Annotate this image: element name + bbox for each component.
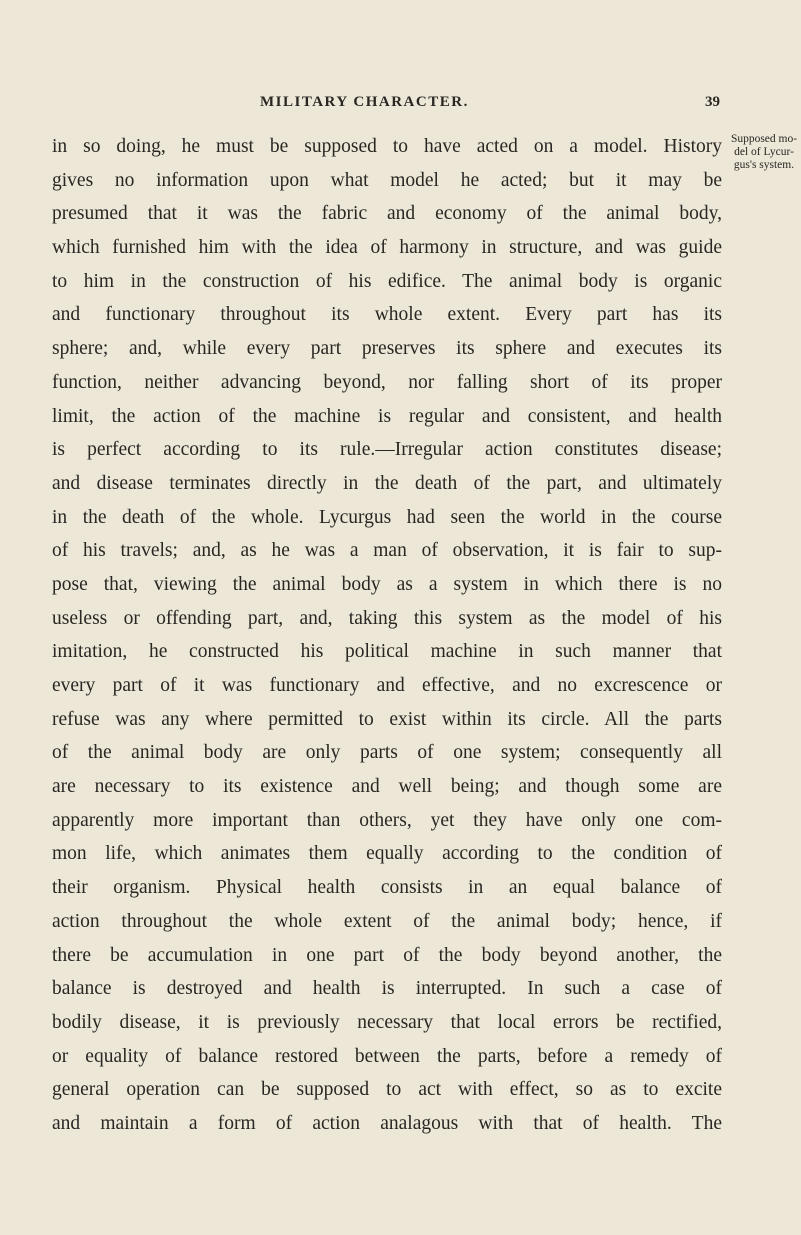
text-line: balance is destroyed and health is interrupted. In such a case of	[52, 978, 722, 1000]
text-line: are necessary to its existence and well being; and though some are	[52, 776, 722, 798]
body-text	[52, 130, 722, 1141]
text-line: which furnished him with the idea of harmony in structure, and was guide	[52, 237, 722, 259]
running-head	[190, 94, 720, 114]
text-line: to him in the construction of his edifice. The animal body is organic	[52, 270, 722, 292]
text-line: general operation can be supposed to act with effect, so as to excite	[52, 1079, 722, 1101]
text-line: there be accumulation in one part of the body beyond another, the	[52, 944, 722, 966]
margin-note	[730, 133, 798, 172]
text-line: presumed that it was the fabric and economy of the animal body,	[52, 203, 722, 225]
text-line: refuse was any where permitted to exist within its circle. All the parts	[52, 708, 722, 730]
margin-note-line: del of Lycur-	[734, 146, 794, 158]
text-line: of his travels; and, as he was a man of observation, it is fair to sup-	[52, 540, 722, 562]
text-line: and maintain a form of action analagous with that of health. The	[52, 1112, 722, 1134]
text-line: limit, the action of the machine is regular and consistent, and health	[52, 405, 722, 427]
text-line: their organism. Physical health consists in an equal balance of	[52, 877, 722, 899]
text-line: action throughout the whole extent of the animal body; hence, if	[52, 910, 722, 932]
page-number: 39	[705, 94, 720, 110]
text-line: useless or offending part, and, taking this system as the model of his	[52, 607, 722, 629]
text-line: mon life, which animates them equally according to the condition of	[52, 843, 722, 865]
text-line: gives no information upon what model he acted; but it may be	[52, 169, 722, 191]
running-title: MILITARY CHARACTER.	[260, 94, 469, 110]
text-line: apparently more important than others, yet they have only one com-	[52, 809, 722, 831]
text-line: of the animal body are only parts of one system; consequently all	[52, 742, 722, 764]
text-line: pose that, viewing the animal body as a system in which there is no	[52, 573, 722, 595]
text-line: function, neither advancing beyond, nor falling short of its proper	[52, 371, 722, 393]
text-line: sphere; and, while every part preserves its sphere and executes its	[52, 338, 722, 360]
text-line: and disease terminates directly in the death of the part, and ultimately	[52, 472, 722, 494]
text-line: bodily disease, it is previously necessary that local errors be rectified,	[52, 1011, 722, 1033]
margin-note-line: Supposed mo-	[730, 133, 798, 145]
text-line: in so doing, he must be supposed to have acted on a model. History	[52, 136, 722, 157]
text-line: and functionary throughout its whole extent. Every part has its	[52, 304, 722, 326]
text-line: every part of it was functionary and effective, and no excrescence or	[52, 675, 722, 696]
text-line: imitation, he constructed his political machine in such manner that	[52, 641, 722, 663]
text-line: or equality of balance restored between the parts, before a remedy of	[52, 1045, 722, 1067]
text-line: in the death of the whole. Lycurgus had seen the world in the course	[52, 506, 722, 528]
text-line: is perfect according to its rule.—Irregular action constitutes disease;	[52, 439, 722, 461]
margin-note-line: gus's system.	[733, 159, 795, 171]
